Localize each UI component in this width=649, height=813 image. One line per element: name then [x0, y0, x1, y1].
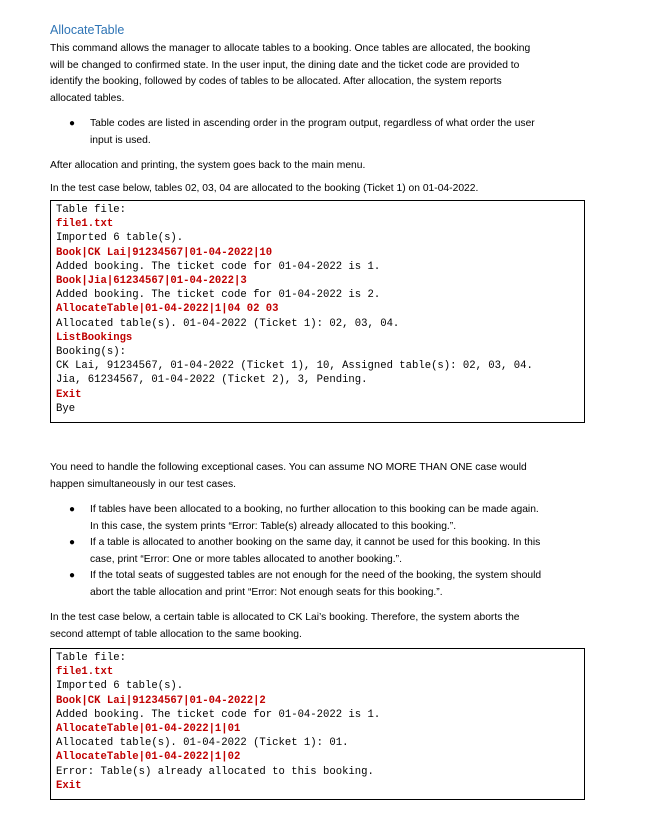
- user-input-line: Exit: [56, 779, 82, 792]
- program-output-line: CK Lai, 91234567, 01-04-2022 (Ticket 1), 10, Assigned table(s): 02, 03, 04.: [56, 360, 533, 373]
- program-output-line: Booking(s):: [56, 346, 126, 359]
- exception-bullet: ● If tables have been allocated to a booking, no further allocation to this booking can be made again. In this case, the system prints “Error: Table(s) already allocated to this booking.”.: [69, 504, 539, 532]
- section-heading: AllocateTable: [50, 23, 125, 37]
- test-case-2-text: In the test case below, a certain table is allocated to CK Lai’s booking. Therefore, the system aborts the second attempt of table allocation to the same booking.: [50, 612, 520, 640]
- bullet-dot-icon: ●: [69, 118, 76, 129]
- user-input-line: AllocateTable|01-04-2022|1|02: [56, 751, 241, 764]
- intro-line: will be changed to confirmed state. In the user input, the dining date and the ticket code are provided to: [50, 59, 520, 71]
- user-input-line: AllocateTable|01-04-2022|1|04 02 03: [56, 303, 279, 316]
- user-input-line: ListBookings: [56, 331, 133, 344]
- note-bullet: ● Table codes are listed in ascending order in the program output, regardless of what order the user input is used.: [69, 118, 535, 146]
- bullet-dot-icon: ●: [69, 537, 76, 549]
- code-box-2: [50, 648, 585, 800]
- user-input-line: AllocateTable|01-04-2022|1|01: [56, 723, 241, 736]
- program-output-line: Added booking. The ticket code for 01-04-2022 is 1.: [56, 260, 381, 273]
- exception-bullet: ● If the total seats of suggested tables are not enough for the need of the booking, the system should abort the table allocation and print “Error: Not enough seats for this booking.”.: [69, 570, 542, 598]
- exception-list: [50, 502, 590, 601]
- test-case-1-text: In the test case below, tables 02, 03, 04 are allocated to the booking (Ticket 1) on 01-04-2022.: [50, 182, 479, 194]
- program-output-line: Jia, 61234567, 01-04-2022 (Ticket 2), 3, Pending.: [56, 374, 368, 387]
- intro-line: This command allows the manager to allocate tables to a booking. Once tables are allocated, the booking: [50, 43, 531, 54]
- exceptions-intro: You need to handle the following exceptional cases. You can assume NO MORE THAN ONE case would happen simultaneously in our test cases.: [50, 462, 527, 490]
- user-input-line: Book|Jia|61234567|01-04-2022|3: [56, 275, 247, 288]
- program-output-line: Error: Table(s) already allocated to this booking.: [56, 765, 374, 778]
- intro-paragraph: [50, 41, 590, 107]
- note-list: [50, 116, 590, 149]
- program-output-line: Added booking. The ticket code for 01-04-2022 is 1.: [56, 708, 381, 721]
- document-page: [50, 22, 590, 800]
- user-input-line: Book|CK Lai|91234567|01-04-2022|2: [56, 694, 266, 707]
- program-output-line: Table file:: [56, 204, 126, 216]
- program-output-line: Allocated table(s). 01-04-2022 (Ticket 1): 01.: [56, 737, 349, 750]
- intro-line: identify the booking, followed by codes of tables to be allocated. After allocation, the system reports: [50, 76, 502, 87]
- user-input-line: file1.txt: [56, 666, 114, 679]
- user-input-line: Book|CK Lai|91234567|01-04-2022|10: [56, 246, 273, 259]
- program-output-line: Imported 6 table(s).: [56, 232, 184, 245]
- bullet-dot-icon: ●: [69, 504, 76, 516]
- program-output-line: Imported 6 table(s).: [56, 680, 184, 693]
- program-output-line: Table file:: [56, 652, 126, 665]
- user-input-line: Exit: [56, 388, 82, 401]
- user-input-line: file1.txt: [56, 218, 114, 231]
- bullet-dot-icon: ●: [69, 570, 76, 582]
- code-box-1: [50, 200, 585, 423]
- intro-line: allocated tables.: [50, 92, 125, 104]
- program-output-line: Bye: [56, 402, 76, 415]
- exception-bullet: ● If a table is allocated to another booking on the same day, it cannot be used for this booking. In this case, print “Error: One or more tables allocated to another booking.”.: [69, 537, 541, 565]
- program-output-line: Added booking. The ticket code for 01-04-2022 is 2.: [56, 289, 381, 302]
- after-allocation-text: After allocation and printing, the system goes back to the main menu.: [50, 160, 366, 171]
- program-output-line: Allocated table(s). 01-04-2022 (Ticket 1): 02, 03, 04.: [56, 317, 400, 330]
